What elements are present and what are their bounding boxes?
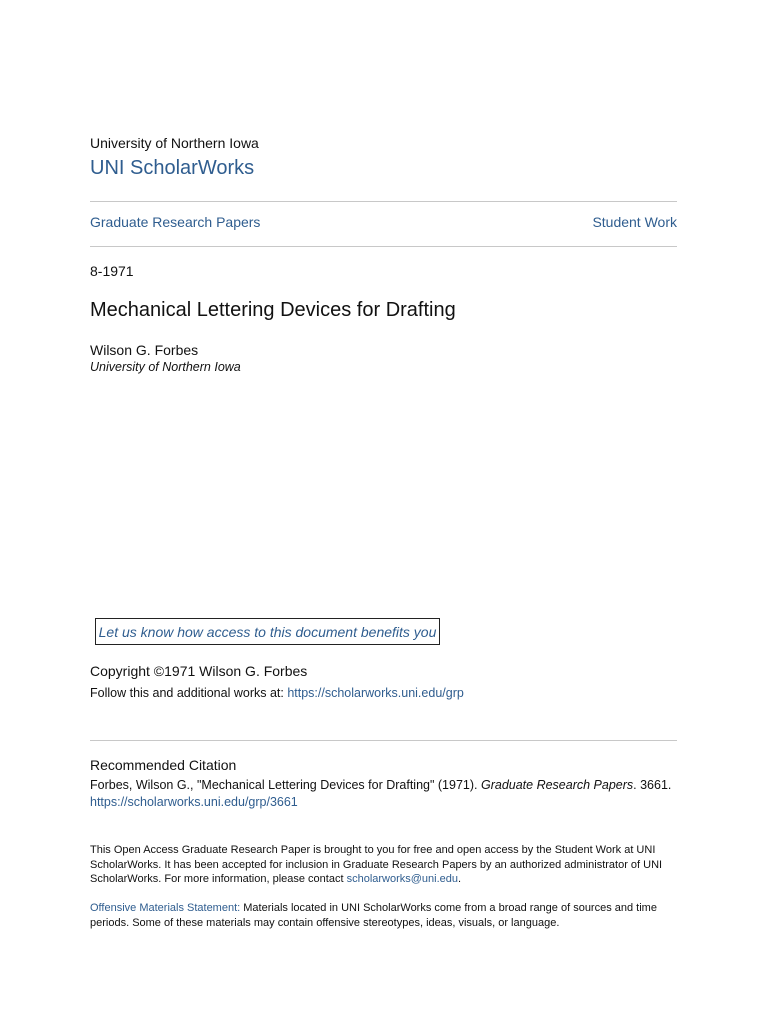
access-notice <box>90 843 670 887</box>
follow-prefix: Follow this and additional works at: <box>90 686 288 700</box>
citation-suffix: . 3661. <box>633 778 672 792</box>
series-link[interactable]: Graduate Research Papers <box>90 214 261 230</box>
collection-link[interactable]: Student Work <box>592 214 677 230</box>
author-name: Wilson G. Forbes <box>90 342 199 358</box>
offensive-text: Materials located in UNI ScholarWorks come from a broad range of sources and time periods. Some of these materials may contain offensive stereotypes, ideas, visuals, or language. <box>90 902 657 929</box>
divider-top <box>90 201 677 202</box>
offensive-statement-link[interactable]: Offensive Materials Statement: <box>90 902 241 914</box>
divider-nav <box>90 246 677 247</box>
citation-heading: Recommended Citation <box>90 757 237 773</box>
notice-prefix: This Open Access Graduate Research Paper is brought to you for free and open access by the Student Work at UNI ScholarWorks. It has been accepted for inclusion in Graduate Research Papers by an authorized administrator of UNI ScholarWorks. For more information, please contact <box>90 844 663 886</box>
author-affiliation: University of Northern Iowa <box>90 360 241 374</box>
follow-url-link[interactable]: https://scholarworks.uni.edu/grp <box>287 686 464 700</box>
offensive-statement <box>90 901 670 930</box>
citation-series: Graduate Research Papers <box>480 778 634 792</box>
contact-email-link[interactable]: scholarworks@uni.edu <box>346 873 459 886</box>
feedback-box[interactable] <box>95 618 440 645</box>
feedback-link[interactable]: Let us know how access to this document benefits you <box>98 623 437 640</box>
divider-citation <box>90 740 677 741</box>
follow-line <box>90 686 464 700</box>
institution-name: University of Northern Iowa <box>90 135 259 151</box>
citation-text <box>90 777 690 794</box>
repository-link[interactable]: UNI ScholarWorks <box>90 157 255 179</box>
notice-suffix: . <box>458 873 462 886</box>
citation-prefix: Forbes, Wilson G., "Mechanical Lettering Devices for Drafting" (1971). <box>90 778 481 792</box>
publication-date: 8-1971 <box>90 263 134 279</box>
document-title: Mechanical Lettering Devices for Drafting <box>90 299 456 321</box>
citation-url-link[interactable]: https://scholarworks.uni.edu/grp/3661 <box>90 795 298 809</box>
copyright-statement: Copyright ©1971 Wilson G. Forbes <box>90 663 308 679</box>
